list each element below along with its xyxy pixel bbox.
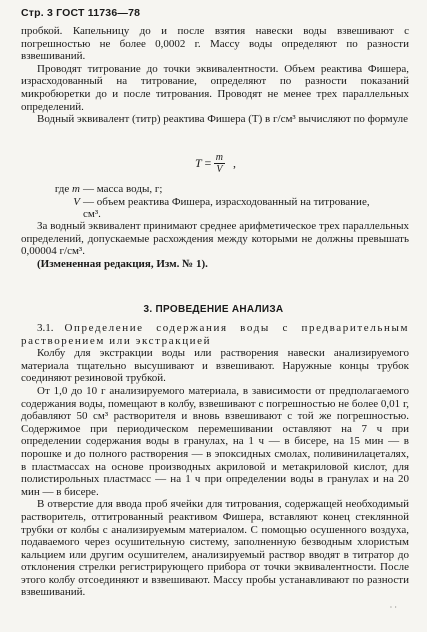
paragraph-sample: От 1,0 до 10 г анализируемого материала, в зависимости от предполагаемого содержания воды, помещают в колбу, взвешивают с погрешностью не более 0,01 г, добавляют 50 см³ растворителя и вновь взвешивают с той же погрешностью. Содержимое при периодическом перемешивании оставляют на 7 ч при определении содержания воды в гранулах, на 1 ч — в бисере, на 15 мин — в порошке и до полного растворения — в эпоксидных смолах, поливинилацеталях, в пластмассах на основе производных акриловой и метакриловой кислот, для полистирольных пластмасс — на 1 ч при определении воды в гранулах и на 20 мин — в бисере. bbox=[21, 384, 409, 498]
page-header: Стр. 3 ГОСТ 11736—78 bbox=[21, 7, 141, 19]
page-mark: · · bbox=[389, 603, 397, 612]
paragraph-titrator: В отверстие для ввода проб ячейки для титрования, содержащей необходимый растворитель, оттитрованный реактивом Фишера, вставляют конец стеклянной трубки от колбы с анализируемым материалом. С помощью осушенного воздуха, подаваемого через осушительную систему, заполненную безводным хлористым кальцием или другим осушителем, анализируемый раствор вводят в титратор до отклонения стрелки регистрирующего прибора от точки эквивалентности. После этого колбу отсоединяют и взвешивают. Массу пробы устанавливают по разности взвешиваний. bbox=[21, 498, 409, 599]
top-text-block bbox=[21, 25, 409, 126]
formula-equals: = bbox=[203, 156, 212, 170]
formula-fraction bbox=[214, 152, 225, 175]
definition-prefix: где bbox=[54, 183, 70, 195]
definition-text: — объем реактива Фишера, израсходованный на титрование, см³. bbox=[83, 195, 370, 221]
definition-text: — масса воды, г; bbox=[83, 183, 163, 195]
amendment-note: (Измененная редакция, Изм. № 1). bbox=[37, 257, 208, 270]
paragraph-formula-intro: Водный эквивалент (титр) реактива Фишера (T) в г/см³ вычисляют по формуле bbox=[37, 113, 408, 126]
definition-row bbox=[21, 183, 409, 196]
mid-text-block bbox=[21, 220, 409, 270]
clause-title: Определение содержания воды с предварительным растворением или экстракцией bbox=[21, 322, 409, 347]
formula-numerator: m bbox=[215, 152, 224, 163]
section-body bbox=[21, 322, 409, 599]
paragraph-flask: Колбу для экстракции воды или растворения навески анализируемого материала тщательно высушивают и взвешивают. Наружные концы трубок соединяют резиновой трубкой. bbox=[21, 347, 409, 385]
definition-row bbox=[21, 196, 409, 221]
clause-heading bbox=[21, 322, 409, 347]
paragraph-average: За водный эквивалент принимают среднее арифметическое трех параллельных определений, допускаемые расхождения между которыми не должны превышать 0,00004 г/см³. bbox=[21, 220, 409, 258]
paragraph-continuation: пробкой. Капельницу до и после взятия навески воды взвешивают с погрешностью не более 0,0002 г. Массу воды определяют по разности взвешиваний. bbox=[21, 25, 409, 63]
formula bbox=[195, 152, 236, 175]
definition-term: m bbox=[72, 183, 80, 195]
formula-lhs: T bbox=[195, 156, 202, 170]
definition-term: V bbox=[73, 195, 80, 208]
paragraph-titration: Проводят титрование до точки эквивалентности. Объем реактива Фишера, израсходованный на титрование, определяют по разности показаний микробюретки до и после титрования. Проводят не менее трех параллельных определений. bbox=[21, 62, 409, 113]
formula-denominator: V bbox=[216, 164, 223, 175]
definitions-block bbox=[21, 183, 409, 221]
clause-number: 3.1. bbox=[37, 322, 54, 334]
formula-tail: , bbox=[233, 156, 237, 170]
section-title: 3. ПРОВЕДЕНИЕ АНАЛИЗА bbox=[143, 304, 284, 315]
